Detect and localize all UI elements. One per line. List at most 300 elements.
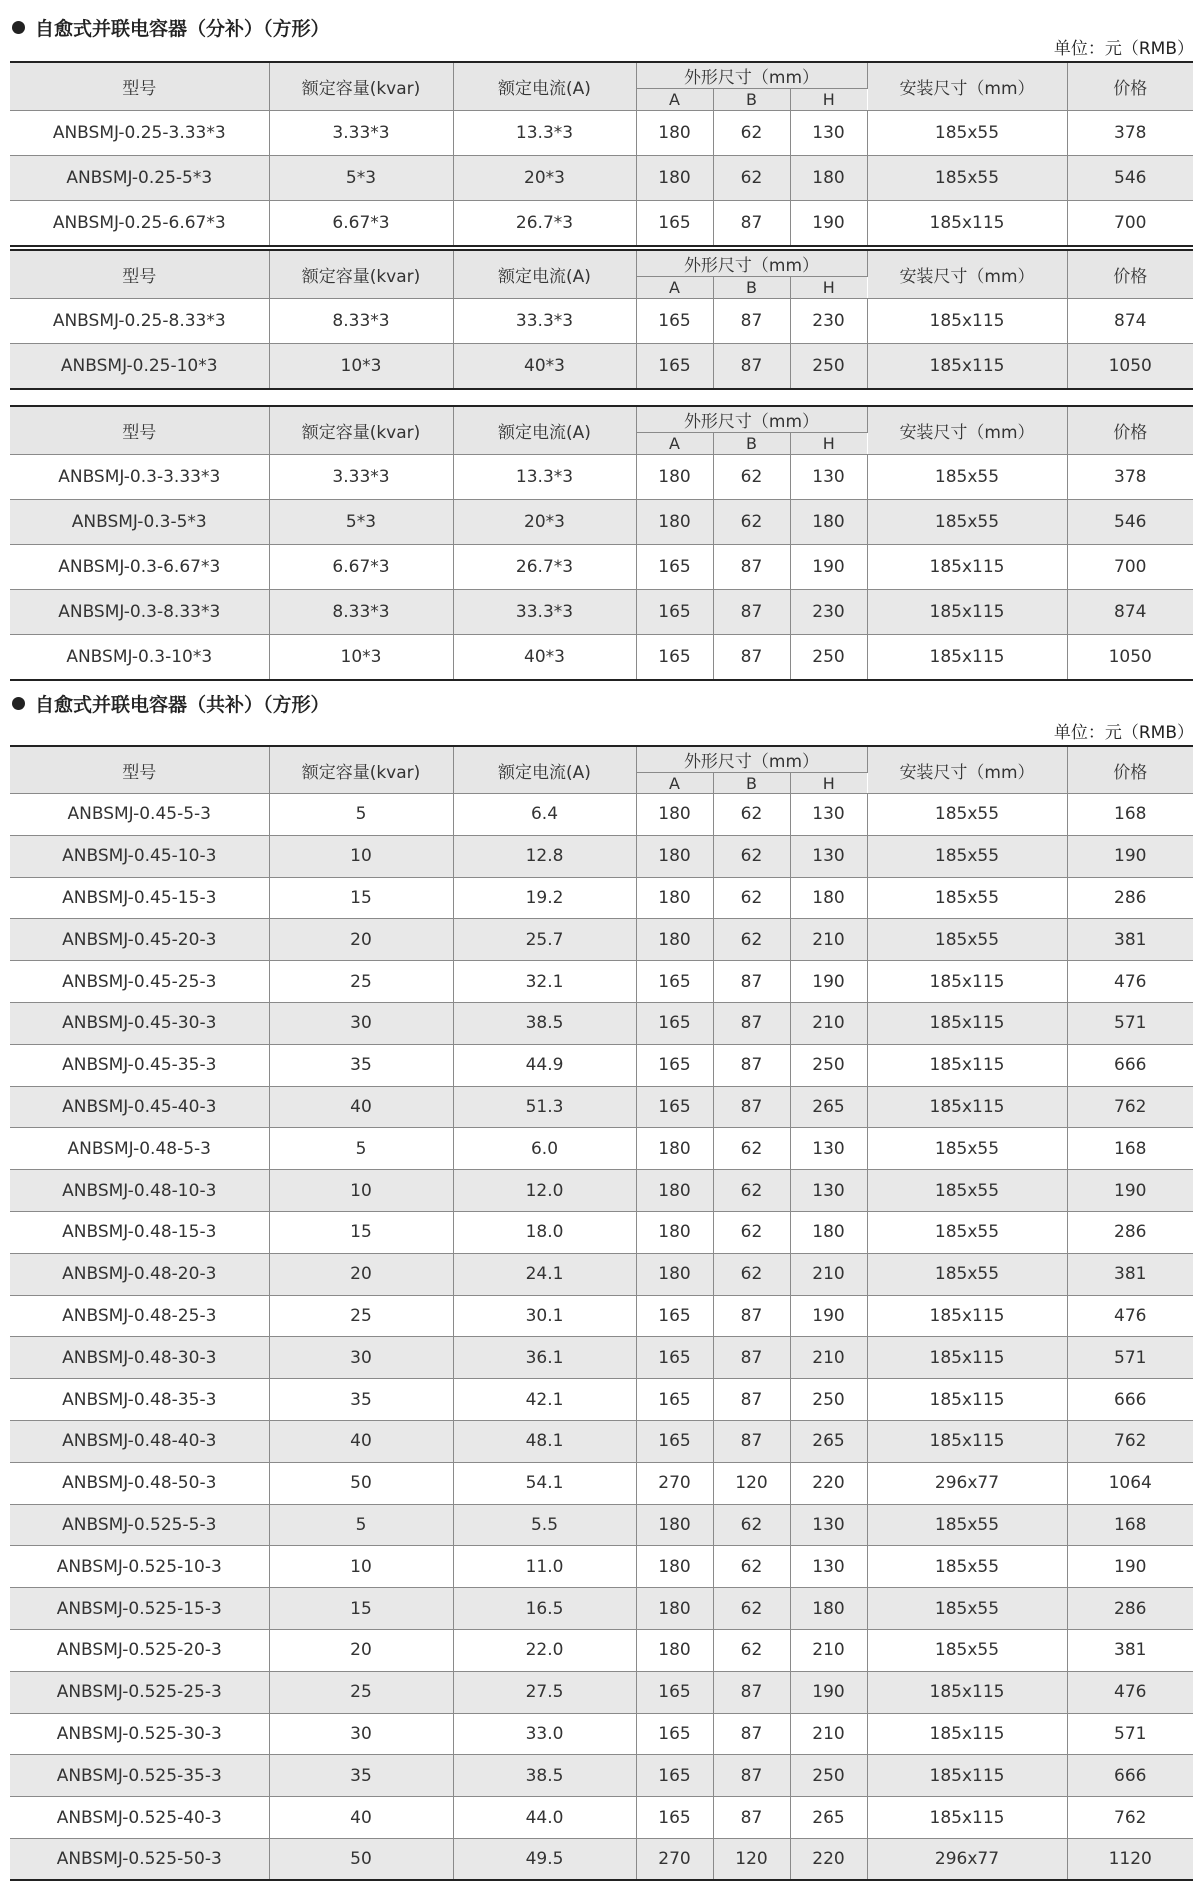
cell-dim-h: 130 — [790, 111, 867, 156]
cell-price: 700 — [1067, 201, 1193, 246]
cell-current: 33.3*3 — [453, 590, 636, 635]
cell-install: 185x55 — [867, 156, 1067, 201]
cell-price: 476 — [1067, 1671, 1193, 1713]
header-current: 额定电流(A) — [453, 746, 636, 794]
cell-price: 700 — [1067, 545, 1193, 590]
cell-capacity: 30 — [269, 1002, 453, 1044]
cell-price: 1050 — [1067, 344, 1193, 389]
cell-install: 185x115 — [867, 1295, 1067, 1337]
cell-dim-b: 62 — [713, 835, 790, 877]
table-row — [10, 1671, 1193, 1713]
header-current: 额定电流(A) — [453, 406, 636, 455]
cell-price: 666 — [1067, 1755, 1193, 1797]
cell-price: 666 — [1067, 1379, 1193, 1421]
cell-capacity: 5*3 — [269, 500, 453, 545]
cell-dim-a: 180 — [636, 455, 713, 500]
cell-price: 1064 — [1067, 1462, 1193, 1504]
cell-dim-h: 190 — [790, 1295, 867, 1337]
cell-capacity: 10*3 — [269, 635, 453, 680]
cell-dim-b: 62 — [713, 500, 790, 545]
cell-install: 185x115 — [867, 1337, 1067, 1379]
cell-price: 381 — [1067, 1629, 1193, 1671]
cell-capacity: 20 — [269, 1629, 453, 1671]
cell-dim-b: 62 — [713, 156, 790, 201]
header-price: 价格 — [1067, 62, 1193, 111]
cell-dim-a: 165 — [636, 344, 713, 389]
cell-price: 762 — [1067, 1797, 1193, 1839]
cell-dim-b: 120 — [713, 1462, 790, 1504]
cell-install: 185x115 — [867, 201, 1067, 246]
cell-dim-h: 250 — [790, 635, 867, 680]
cell-model: ANBSMJ-0.25-5*3 — [10, 156, 269, 201]
cell-capacity: 8.33*3 — [269, 299, 453, 344]
cell-dim-b: 62 — [713, 794, 790, 836]
table-row — [10, 1504, 1193, 1546]
cell-dim-a: 165 — [636, 961, 713, 1003]
table-row — [10, 1086, 1193, 1128]
cell-price: 476 — [1067, 1295, 1193, 1337]
cell-current: 13.3*3 — [453, 111, 636, 156]
cell-model: ANBSMJ-0.45-20-3 — [10, 919, 269, 961]
header-price: 价格 — [1067, 746, 1193, 794]
cell-dim-h: 190 — [790, 201, 867, 246]
cell-install: 185x55 — [867, 919, 1067, 961]
cell-current: 6.0 — [453, 1128, 636, 1170]
cell-current: 12.8 — [453, 835, 636, 877]
cell-dim-a: 180 — [636, 1588, 713, 1630]
cell-price: 378 — [1067, 455, 1193, 500]
cell-install: 185x115 — [867, 1086, 1067, 1128]
header-capacity: 额定容量(kvar) — [269, 746, 453, 794]
spec-table-1 — [10, 61, 1193, 247]
cell-capacity: 40 — [269, 1797, 453, 1839]
cell-dim-b: 87 — [713, 1337, 790, 1379]
cell-capacity: 5 — [269, 794, 453, 836]
cell-dim-h: 130 — [790, 1128, 867, 1170]
cell-dim-h: 210 — [790, 1337, 867, 1379]
cell-capacity: 40 — [269, 1420, 453, 1462]
cell-current: 48.1 — [453, 1420, 636, 1462]
cell-dim-b: 87 — [713, 1713, 790, 1755]
table-row — [10, 344, 1193, 389]
cell-dim-h: 210 — [790, 1713, 867, 1755]
cell-dim-h: 220 — [790, 1462, 867, 1504]
cell-dim-h: 230 — [790, 590, 867, 635]
cell-dim-h: 130 — [790, 1546, 867, 1588]
table-row — [10, 794, 1193, 836]
cell-install: 185x115 — [867, 1671, 1067, 1713]
cell-dim-h: 265 — [790, 1086, 867, 1128]
header-install: 安装尺寸（mm） — [867, 62, 1067, 111]
header-h: H — [790, 773, 867, 794]
spec-table-4 — [10, 745, 1193, 1881]
cell-install: 185x55 — [867, 1170, 1067, 1212]
cell-dim-h: 180 — [790, 1588, 867, 1630]
cell-price: 571 — [1067, 1713, 1193, 1755]
cell-price: 1120 — [1067, 1838, 1193, 1880]
header-b: B — [713, 773, 790, 794]
cell-dim-a: 180 — [636, 919, 713, 961]
cell-model: ANBSMJ-0.525-40-3 — [10, 1797, 269, 1839]
cell-model: ANBSMJ-0.25-8.33*3 — [10, 299, 269, 344]
table-row — [10, 156, 1193, 201]
section-title-text: 自愈式并联电容器（共补）（方形） — [35, 694, 330, 716]
cell-model: ANBSMJ-0.45-10-3 — [10, 835, 269, 877]
cell-dim-a: 180 — [636, 111, 713, 156]
cell-dim-b: 62 — [713, 1588, 790, 1630]
cell-dim-a: 180 — [636, 794, 713, 836]
cell-install: 185x115 — [867, 635, 1067, 680]
table-row — [10, 590, 1193, 635]
cell-dim-b: 62 — [713, 1211, 790, 1253]
cell-dim-a: 180 — [636, 500, 713, 545]
cell-model: ANBSMJ-0.3-8.33*3 — [10, 590, 269, 635]
cell-dim-h: 180 — [790, 500, 867, 545]
cell-dim-a: 165 — [636, 1379, 713, 1421]
cell-price: 190 — [1067, 835, 1193, 877]
cell-dim-h: 130 — [790, 1504, 867, 1546]
cell-model: ANBSMJ-0.45-15-3 — [10, 877, 269, 919]
cell-dim-b: 87 — [713, 299, 790, 344]
cell-dim-h: 250 — [790, 1755, 867, 1797]
header-install: 安装尺寸（mm） — [867, 406, 1067, 455]
cell-dim-b: 87 — [713, 201, 790, 246]
cell-model: ANBSMJ-0.45-5-3 — [10, 794, 269, 836]
cell-dim-a: 180 — [636, 1253, 713, 1295]
cell-current: 36.1 — [453, 1337, 636, 1379]
cell-dim-a: 180 — [636, 877, 713, 919]
cell-price: 762 — [1067, 1420, 1193, 1462]
cell-current: 27.5 — [453, 1671, 636, 1713]
cell-install: 185x115 — [867, 1002, 1067, 1044]
cell-dim-h: 190 — [790, 961, 867, 1003]
header-install: 安装尺寸（mm） — [867, 250, 1067, 299]
cell-install: 185x115 — [867, 1755, 1067, 1797]
cell-dim-b: 87 — [713, 590, 790, 635]
cell-dim-b: 87 — [713, 1002, 790, 1044]
cell-model: ANBSMJ-0.25-3.33*3 — [10, 111, 269, 156]
cell-model: ANBSMJ-0.48-50-3 — [10, 1462, 269, 1504]
cell-price: 168 — [1067, 1128, 1193, 1170]
cell-current: 38.5 — [453, 1002, 636, 1044]
cell-current: 26.7*3 — [453, 201, 636, 246]
cell-price: 666 — [1067, 1044, 1193, 1086]
cell-dim-h: 210 — [790, 1629, 867, 1671]
cell-dim-h: 250 — [790, 1044, 867, 1086]
cell-price: 874 — [1067, 590, 1193, 635]
cell-model: ANBSMJ-0.48-15-3 — [10, 1211, 269, 1253]
cell-model: ANBSMJ-0.525-25-3 — [10, 1671, 269, 1713]
header-model: 型号 — [10, 62, 269, 111]
cell-dim-a: 180 — [636, 1546, 713, 1588]
table-row — [10, 1713, 1193, 1755]
header-model: 型号 — [10, 406, 269, 455]
cell-dim-h: 250 — [790, 344, 867, 389]
cell-capacity: 25 — [269, 1671, 453, 1713]
cell-price: 874 — [1067, 299, 1193, 344]
cell-capacity: 25 — [269, 1295, 453, 1337]
cell-price: 571 — [1067, 1337, 1193, 1379]
cell-dim-a: 180 — [636, 1504, 713, 1546]
header-dims: 外形尺寸（mm） — [636, 62, 867, 89]
cell-dim-b: 120 — [713, 1838, 790, 1880]
cell-price: 190 — [1067, 1546, 1193, 1588]
cell-price: 546 — [1067, 500, 1193, 545]
cell-dim-a: 165 — [636, 1755, 713, 1797]
cell-dim-a: 270 — [636, 1462, 713, 1504]
unit-label: 单位：元（RMB） — [1053, 39, 1194, 59]
cell-price: 168 — [1067, 794, 1193, 836]
cell-dim-b: 87 — [713, 961, 790, 1003]
cell-price: 546 — [1067, 156, 1193, 201]
header-capacity: 额定容量(kvar) — [269, 406, 453, 455]
cell-install: 185x115 — [867, 1044, 1067, 1086]
cell-dim-b: 87 — [713, 1755, 790, 1797]
header-capacity: 额定容量(kvar) — [269, 250, 453, 299]
cell-dim-h: 180 — [790, 156, 867, 201]
cell-dim-b: 62 — [713, 877, 790, 919]
header-current: 额定电流(A) — [453, 250, 636, 299]
cell-price: 378 — [1067, 111, 1193, 156]
cell-dim-b: 62 — [713, 919, 790, 961]
cell-current: 40*3 — [453, 344, 636, 389]
cell-capacity: 6.67*3 — [269, 201, 453, 246]
section-title-text: 自愈式并联电容器（分补）（方形） — [35, 18, 330, 40]
cell-dim-h: 130 — [790, 835, 867, 877]
spec-table-2 — [10, 249, 1193, 390]
header-h: H — [790, 277, 867, 299]
cell-current: 5.5 — [453, 1504, 636, 1546]
table-row — [10, 1128, 1193, 1170]
cell-model: ANBSMJ-0.525-10-3 — [10, 1546, 269, 1588]
cell-dim-h: 265 — [790, 1797, 867, 1839]
header-dims: 外形尺寸（mm） — [636, 746, 867, 773]
unit-label: 单位：元（RMB） — [1053, 723, 1194, 743]
header-price: 价格 — [1067, 250, 1193, 299]
cell-model: ANBSMJ-0.45-35-3 — [10, 1044, 269, 1086]
cell-capacity: 5 — [269, 1504, 453, 1546]
cell-install: 185x115 — [867, 1379, 1067, 1421]
header-b: B — [713, 277, 790, 299]
cell-install: 185x55 — [867, 794, 1067, 836]
cell-model: ANBSMJ-0.525-30-3 — [10, 1713, 269, 1755]
cell-model: ANBSMJ-0.525-15-3 — [10, 1588, 269, 1630]
cell-dim-a: 165 — [636, 1337, 713, 1379]
cell-install: 185x115 — [867, 299, 1067, 344]
cell-price: 381 — [1067, 1253, 1193, 1295]
cell-dim-h: 190 — [790, 1671, 867, 1713]
cell-dim-a: 165 — [636, 1671, 713, 1713]
header-model: 型号 — [10, 250, 269, 299]
cell-current: 12.0 — [453, 1170, 636, 1212]
table-row — [10, 1588, 1193, 1630]
cell-price: 286 — [1067, 1588, 1193, 1630]
cell-current: 44.9 — [453, 1044, 636, 1086]
header-a: A — [636, 773, 713, 794]
table-row — [10, 1044, 1193, 1086]
header-dims: 外形尺寸（mm） — [636, 406, 867, 433]
cell-install: 185x55 — [867, 1546, 1067, 1588]
cell-capacity: 10 — [269, 835, 453, 877]
cell-capacity: 50 — [269, 1462, 453, 1504]
cell-current: 26.7*3 — [453, 545, 636, 590]
cell-install: 185x55 — [867, 500, 1067, 545]
spec-table-3 — [10, 405, 1193, 681]
cell-model: ANBSMJ-0.48-30-3 — [10, 1337, 269, 1379]
header-install: 安装尺寸（mm） — [867, 746, 1067, 794]
cell-model: ANBSMJ-0.48-20-3 — [10, 1253, 269, 1295]
table-row — [10, 1629, 1193, 1671]
cell-capacity: 40 — [269, 1086, 453, 1128]
header-a: A — [636, 277, 713, 299]
cell-dim-b: 87 — [713, 1671, 790, 1713]
cell-dim-a: 180 — [636, 835, 713, 877]
cell-capacity: 10 — [269, 1170, 453, 1212]
table-row — [10, 111, 1193, 156]
cell-price: 571 — [1067, 1002, 1193, 1044]
cell-dim-h: 190 — [790, 545, 867, 590]
table-row — [10, 835, 1193, 877]
cell-current: 18.0 — [453, 1211, 636, 1253]
cell-price: 168 — [1067, 1504, 1193, 1546]
cell-dim-a: 165 — [636, 1295, 713, 1337]
cell-dim-b: 87 — [713, 635, 790, 680]
cell-model: ANBSMJ-0.3-6.67*3 — [10, 545, 269, 590]
cell-capacity: 30 — [269, 1337, 453, 1379]
cell-model: ANBSMJ-0.525-50-3 — [10, 1838, 269, 1880]
cell-current: 25.7 — [453, 919, 636, 961]
cell-capacity: 20 — [269, 1253, 453, 1295]
cell-install: 185x55 — [867, 877, 1067, 919]
cell-current: 11.0 — [453, 1546, 636, 1588]
cell-current: 24.1 — [453, 1253, 636, 1295]
cell-model: ANBSMJ-0.25-10*3 — [10, 344, 269, 389]
cell-current: 16.5 — [453, 1588, 636, 1630]
table-row — [10, 1253, 1193, 1295]
cell-model: ANBSMJ-0.48-40-3 — [10, 1420, 269, 1462]
cell-price: 762 — [1067, 1086, 1193, 1128]
cell-capacity: 25 — [269, 961, 453, 1003]
table-row — [10, 877, 1193, 919]
cell-dim-a: 165 — [636, 201, 713, 246]
cell-current: 20*3 — [453, 500, 636, 545]
table-row — [10, 1838, 1193, 1880]
table-row — [10, 1546, 1193, 1588]
cell-dim-a: 270 — [636, 1838, 713, 1880]
cell-model: ANBSMJ-0.45-40-3 — [10, 1086, 269, 1128]
cell-install: 185x115 — [867, 590, 1067, 635]
cell-dim-h: 130 — [790, 794, 867, 836]
cell-dim-a: 165 — [636, 590, 713, 635]
cell-dim-b: 62 — [713, 1128, 790, 1170]
cell-dim-b: 62 — [713, 111, 790, 156]
header-current: 额定电流(A) — [453, 62, 636, 111]
cell-capacity: 15 — [269, 1211, 453, 1253]
header-h: H — [790, 433, 867, 455]
cell-capacity: 5*3 — [269, 156, 453, 201]
cell-model: ANBSMJ-0.525-35-3 — [10, 1755, 269, 1797]
cell-current: 51.3 — [453, 1086, 636, 1128]
cell-capacity: 35 — [269, 1379, 453, 1421]
cell-dim-a: 165 — [636, 1002, 713, 1044]
cell-dim-b: 62 — [713, 1629, 790, 1671]
cell-current: 6.4 — [453, 794, 636, 836]
cell-install: 185x55 — [867, 1504, 1067, 1546]
cell-model: ANBSMJ-0.25-6.67*3 — [10, 201, 269, 246]
table-row — [10, 961, 1193, 1003]
cell-dim-h: 220 — [790, 1838, 867, 1880]
cell-current: 40*3 — [453, 635, 636, 680]
cell-price: 381 — [1067, 919, 1193, 961]
cell-current: 22.0 — [453, 1629, 636, 1671]
cell-dim-h: 265 — [790, 1420, 867, 1462]
cell-install: 185x115 — [867, 1797, 1067, 1839]
cell-capacity: 50 — [269, 1838, 453, 1880]
cell-model: ANBSMJ-0.48-25-3 — [10, 1295, 269, 1337]
cell-price: 190 — [1067, 1170, 1193, 1212]
cell-dim-h: 230 — [790, 299, 867, 344]
cell-price: 476 — [1067, 961, 1193, 1003]
cell-price: 286 — [1067, 877, 1193, 919]
header-capacity: 额定容量(kvar) — [269, 62, 453, 111]
cell-current: 38.5 — [453, 1755, 636, 1797]
cell-current: 44.0 — [453, 1797, 636, 1839]
cell-model: ANBSMJ-0.48-35-3 — [10, 1379, 269, 1421]
cell-dim-a: 165 — [636, 545, 713, 590]
bullet-icon — [12, 21, 25, 34]
cell-dim-b: 87 — [713, 1420, 790, 1462]
cell-dim-a: 165 — [636, 1086, 713, 1128]
cell-model: ANBSMJ-0.48-10-3 — [10, 1170, 269, 1212]
cell-dim-b: 62 — [713, 1504, 790, 1546]
cell-dim-b: 87 — [713, 1797, 790, 1839]
cell-current: 33.3*3 — [453, 299, 636, 344]
cell-dim-a: 165 — [636, 635, 713, 680]
cell-price: 286 — [1067, 1211, 1193, 1253]
cell-dim-a: 165 — [636, 299, 713, 344]
cell-dim-a: 180 — [636, 1211, 713, 1253]
cell-capacity: 20 — [269, 919, 453, 961]
cell-dim-b: 87 — [713, 344, 790, 389]
cell-install: 185x55 — [867, 835, 1067, 877]
header-a: A — [636, 433, 713, 455]
cell-capacity: 3.33*3 — [269, 111, 453, 156]
cell-dim-h: 210 — [790, 1253, 867, 1295]
header-dims: 外形尺寸（mm） — [636, 250, 867, 277]
cell-dim-b: 87 — [713, 1295, 790, 1337]
table-row — [10, 299, 1193, 344]
header-a: A — [636, 89, 713, 111]
cell-model: ANBSMJ-0.45-30-3 — [10, 1002, 269, 1044]
cell-dim-a: 180 — [636, 1128, 713, 1170]
table-row — [10, 455, 1193, 500]
table-row — [10, 1379, 1193, 1421]
cell-dim-a: 165 — [636, 1797, 713, 1839]
cell-install: 185x55 — [867, 1211, 1067, 1253]
table-row — [10, 1755, 1193, 1797]
header-h: H — [790, 89, 867, 111]
header-b: B — [713, 89, 790, 111]
header-model: 型号 — [10, 746, 269, 794]
bullet-icon — [12, 697, 25, 710]
cell-dim-a: 180 — [636, 1629, 713, 1671]
cell-current: 54.1 — [453, 1462, 636, 1504]
cell-model: ANBSMJ-0.48-5-3 — [10, 1128, 269, 1170]
cell-install: 185x55 — [867, 1128, 1067, 1170]
table-row — [10, 201, 1193, 246]
cell-current: 19.2 — [453, 877, 636, 919]
cell-dim-h: 180 — [790, 877, 867, 919]
